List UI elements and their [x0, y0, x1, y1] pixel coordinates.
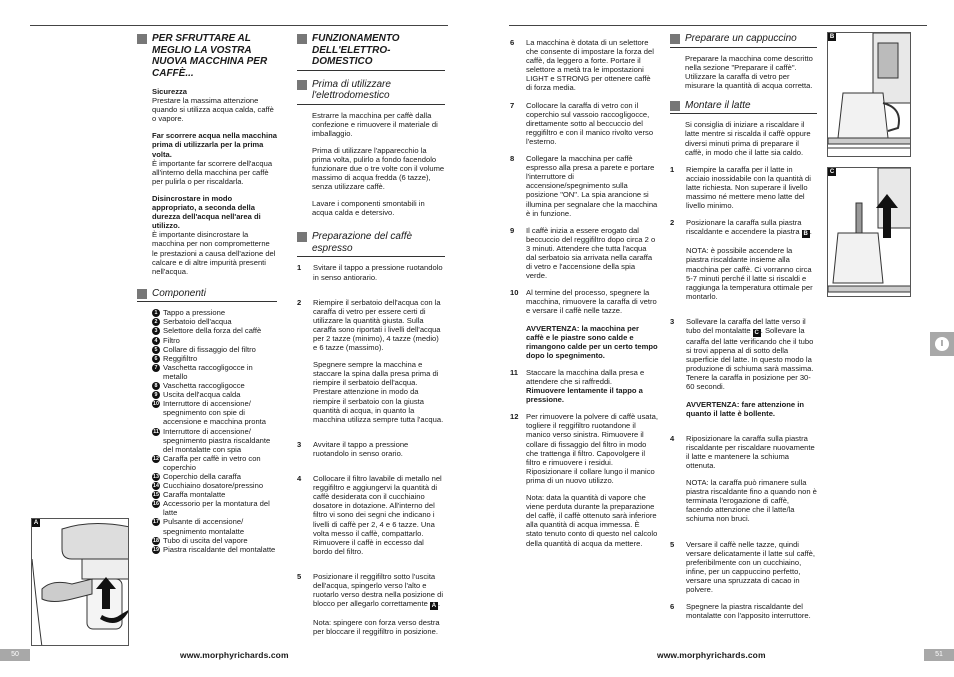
component-item: 10 Interruttore di accensione/ spegnimento con spie di accensione e macchina pronta [153, 399, 267, 427]
milk-jug-on-plate-illustration [828, 33, 911, 157]
number-badge: 17 [153, 519, 159, 526]
component-item: 13 Coperchio della caraffa [153, 471, 241, 481]
drain-heading: Far scorrere acqua nella macchina prima di utilizzarla per la prima volta. [152, 131, 277, 159]
component-item: 6 Reggifiltro [152, 354, 277, 363]
number-badge: 1 [152, 309, 160, 317]
component-item: 16 Accessorio per la montatura del latte [153, 499, 270, 518]
component-item: 18 Tubo di uscita del vapore [153, 535, 248, 545]
components-list [137, 308, 277, 554]
number-badge: 2 [152, 318, 160, 326]
warning-hot: AVVERTENZA: la macchina per caffè e le piastre sono calde e rimangono calde per un certo tempo dopo lo spegnimento. [526, 323, 658, 360]
component-item: 15 Caraffa montalatte [153, 490, 226, 500]
brew-step: 10 Al termine del processo, spegnere la macchina, rimuovere la caraffa di vetro e versare il caffè nelle tazze. [510, 288, 657, 316]
left-col-2 [297, 33, 445, 652]
cappuccino-text: Preparare la macchina come descritto nella sezione "Preparare il caffè". Utilizzare la caraffa di vetro per misurare la quantità di acqua corretta. [685, 53, 813, 90]
milk-heading: Montare il latte [670, 100, 817, 115]
prep-step: 5 Posizionare il reggifiltro sotto l'uscita dell'acqua, spingerlo verso l'alto e ruotarlo verso destra nella posizione di blocco per allegarlo correttamente A . Nota: spingere con forza verso destra per bloccare il reggifiltro in posizione. [297, 571, 444, 637]
component-item: 8 Vaschetta raccogligocce [152, 381, 277, 390]
coffee-machine-filter-illustration [32, 519, 129, 646]
first-use-heading: Prima di utilizzare l'elettrodomestico [297, 79, 445, 105]
section-square-icon [137, 34, 147, 44]
figure-b [827, 32, 911, 157]
cappuccino-heading: Preparare un cappuccino [670, 33, 817, 48]
figure-c [827, 167, 911, 297]
prep-step: 2 Riempire il serbatoio dell'acqua con la caraffa di vetro per essere certi di utilizzare la quantità giusta. Sulla caraffa sono riportati i livelli dell'acqua per 2 tazze (minimo), 4 tazze (medio) e 6 tazze (massimo). Spegnere sempre la macchina e staccare la spina dalla presa prima di riempire il serbatoio dell'acqua. Prestare attenzione in modo da riempire il serbatoio con la giusta quantità di acqua, in quanto la macchina utilizza sempre tutta l'acqua. [297, 297, 444, 424]
figure-a [31, 518, 129, 646]
number-badge: 7 [152, 364, 160, 372]
intro-heading-block [137, 33, 277, 79]
intro-body [137, 87, 277, 276]
section-square-icon [297, 34, 307, 44]
component-item: 4 Filtro [152, 336, 277, 345]
first-use-p2: Prima di utilizzare l'apparecchio la prima volta, pulirlo a fondo facendolo funzionare due o tre volte con il volume massimo di acqua fredda (6 tazze), senza utilizzare caffè. [312, 145, 445, 192]
prep-step: 1 Svitare il tappo a pressione ruotandolo in senso antiorario. [297, 263, 443, 282]
language-tab[interactable] [930, 332, 954, 356]
first-use-body [297, 111, 445, 218]
number-badge: 8 [152, 382, 160, 390]
right-col-2 [670, 33, 817, 628]
drain-text: È importante far scorrere dell'acqua all'interno della macchina per caffè per pulirla o per riscaldarla. [152, 158, 273, 186]
prep-step: 4 Collocare il filtro lavabile di metallo nel reggifiltro e aggiungervi la quantità di caffè desiderata con il cucchiaino dosatore in dotazione. All'interno del filtro vi sono dei segni che indicano i livelli di caffè per 2, 4 e 6 tazze. Una volta messo il caffè, compattarlo. Rimuovere il caffè in eccesso dal bordo del filtro. [297, 474, 442, 556]
brew-step: 7 Collocare la caraffa di vetro con il coperchio sul vassoio raccogligocce, direttamente sotto al beccuccio del reggifiltro e con il manico rivolto verso l'esterno. [510, 100, 654, 146]
intro-title: PER SFRUTTARE AL MEGLIO LA VOSTRA NUOVA MACCHINA PER CAFFÈ... [152, 33, 268, 79]
component-item: 2 Serbatoio dell'acqua [152, 317, 277, 326]
number-badge: 14 [153, 483, 159, 490]
operation-title: FUNZIONAMENTO DELL'ELETTRO-DOMESTICO [312, 33, 400, 67]
brew-step: 8 Collegare la macchina per caffè espresso alla presa a parete e portare l'interruttore di accensione/spegnimento sulla posizione "ON". La spia arancione si illumina per segnalare che la macchina è in funzione. [510, 154, 658, 218]
prep-step: 3 Avvitare il tappo a pressione ruotandolo in senso orario. [297, 439, 409, 458]
brew-step: 9 Il caffè inizia a essere erogato dal beccuccio del reggifiltro dopo circa 2 o 3 minuti. Attendere che tutta l'acqua dal serbatoio sia arrivata nella caraffa di vetro e l'accensione della spia verde. [510, 225, 656, 281]
section-square-icon [137, 289, 147, 299]
brew-step: 6 La macchina è dotata di un selettore che consente di impostare la forza del caffè, da leggero a forte. Portare il selettore a metà tra le impostazioni LIGHT e STRONG per ottenere caffè di forza media. [510, 38, 654, 93]
number-badge: 4 [152, 337, 160, 345]
first-use-p3: Lavare i componenti smontabili in acqua calda e detersivo. [312, 199, 425, 218]
footer-url[interactable]: www.morphyrichards.com [180, 649, 289, 660]
section-square-icon [297, 232, 307, 242]
number-badge: 15 [153, 492, 159, 499]
step-11: 11 Staccare la macchina dalla presa e attendere che si raffreddi. Rimuovere lentamente il tappo a pressione. [510, 367, 645, 405]
component-item: 1 Tappo a pressione [152, 308, 277, 317]
components-heading: Componenti [137, 288, 277, 303]
figure-c-label: C [829, 169, 835, 175]
footer-url[interactable]: www.morphyrichards.com [657, 649, 766, 660]
number-badge: 18 [153, 537, 159, 544]
component-item: 14 Cucchiaino dosatore/pressino [153, 481, 264, 491]
milk-intro: Si consiglia di iniziare a riscaldare il latte mentre si riscalda il caffè oppure diversi minuti prima di preparare il caffè, in modo che il latte sia caldo. [685, 120, 811, 157]
ref-box-c: C [754, 329, 759, 336]
component-item: 17 Pulsante di accensione/ spegnimento montalatte [153, 517, 245, 536]
component-item: 9 Uscita dell'acqua calda [152, 390, 277, 399]
right-page [477, 0, 954, 677]
prep-heading: Preparazione del caffè espresso [297, 231, 445, 257]
descale-text: È importante disincrostare la macchina per non comprometterne le prestazioni a causa dell'azione del calcare e di altre impurità presenti nell'acqua. [152, 230, 276, 276]
component-item: 5 Collare di fissaggio del filtro [152, 345, 277, 354]
section-square-icon [670, 101, 680, 111]
right-col-1 [510, 38, 658, 564]
number-badge: 13 [153, 473, 159, 480]
descale-heading: Disincrostare in modo appropriato, a seconda della durezza dell'acqua nell'area di utilizzo. [152, 193, 261, 231]
step-12: 12 Per rimuovere la polvere di caffè usata, togliere il reggifiltro ruotandone il manico verso sinistra. Rimuovere il collare di fissaggio del filtro in modo che trattenga il filtro. Capovolgere il filtro e rimuovere i residui. Riposizionare il collare lungo il manico prima di un nuovo utilizzo. Nota: data la quantità di vapore che viene perduta durante la preparazione del caffè, il caffè ottenuto sarà inferiore alla quantità di acqua immessa. È stato tenuto conto di questo nel calcolo della quantità di acqua da mettere. [510, 412, 658, 548]
page-number: 50 [0, 649, 30, 661]
component-item: 7 Vaschetta raccogligocce in metallo [152, 363, 277, 381]
right-steps [510, 38, 658, 316]
top-rule [509, 25, 927, 26]
operation-heading-block [297, 33, 445, 71]
top-rule [30, 25, 448, 26]
component-item: 11 Interruttore di accensione/ spegnimento piastra riscaldante del montalatte con spia [153, 426, 271, 454]
left-col-1 [137, 33, 277, 554]
number-badge: 12 [153, 455, 159, 462]
milk-step-2: 2 Posizionare la caraffa sulla piastra riscaldante e accendere la piastra B . NOTA: è possibile accendere la piastra riscaldante insieme alla macchina per caffè. Ci vorranno circa 5-7 minuti perché il latte si riscaldi e raggiunga la temperatura ottimale per montarlo. [670, 218, 813, 301]
number-badge: 9 [152, 391, 160, 399]
component-item: 12 Caraffa per caffè in vetro con coperchio [153, 453, 261, 472]
component-item: 19 Piastra riscaldante del montalatte [153, 544, 276, 554]
number-badge: 19 [153, 546, 159, 553]
language-indicator: I [935, 337, 949, 351]
number-badge: 3 [152, 327, 160, 335]
section-square-icon [670, 34, 680, 44]
first-use-p1: Estrarre la macchina per caffè dalla confezione e rimuovere il materiale di imballaggio. [312, 110, 438, 138]
number-badge: 11 [153, 428, 159, 435]
milk-step-6: 6 Spegnere la piastra riscaldante del montalatte con l'apposito interruttore. [670, 602, 811, 621]
ref-box-a: A [431, 603, 437, 610]
number-badge: 6 [152, 355, 160, 363]
component-item: 3 Selettore della forza del caffè [152, 326, 277, 335]
milk-step-4: 4 Riposizionare la caraffa sulla piastra riscaldante per riscaldare nuovamente il latte e mantenere la schiuma ottenuta. NOTA: la caraffa può rimanere sulla piastra riscaldante fino a quando non è terminata l'erogazione di caffè, facendo attenzione che il latte/la schiuma non bruci. [670, 433, 817, 524]
steam-wand-illustration [828, 168, 911, 297]
number-badge: 10 [153, 401, 159, 408]
milk-step-1: 1 Riempire la caraffa per il latte in acciaio inossidabile con la quantità di latte richiesta. Non superare il livello massimo né mettere meno latte del livello minimo. [670, 164, 811, 211]
section-square-icon [297, 80, 307, 90]
prep-steps [297, 263, 445, 644]
figure-b-label: B [829, 34, 835, 40]
number-badge: 16 [153, 501, 159, 508]
figure-a-label: A [33, 520, 39, 526]
number-badge: 5 [152, 346, 160, 354]
safety-text: Prestare la massima attenzione quando si utilizza acqua calda, caffè o vapore. [152, 96, 274, 124]
page-number: 51 [924, 649, 954, 661]
safety-heading: Sicurezza [152, 87, 188, 96]
ref-box-b: B [803, 231, 808, 238]
milk-step-5: 5 Versare il caffè nelle tazze, quindi versare delicatamente il latte sul caffè, preferibilmente con un cucchiaino, infine, per un cappuccino perfetto, versare una spruzzata di cacao in polvere. [670, 539, 816, 595]
milk-step-3: 3 Sollevare la caraffa del latte verso il tubo del montalatte C . Sollevare la caraffa del latte verificando che il tubo si trovi appena al di sotto della superficie del latte. In questo modo la produzione di schiuma sarà massima. Tenere la caraffa in posizione per 30-60 secondi. AVVERTENZA: fare attenzione in quanto il latte è bollente. [670, 316, 814, 418]
